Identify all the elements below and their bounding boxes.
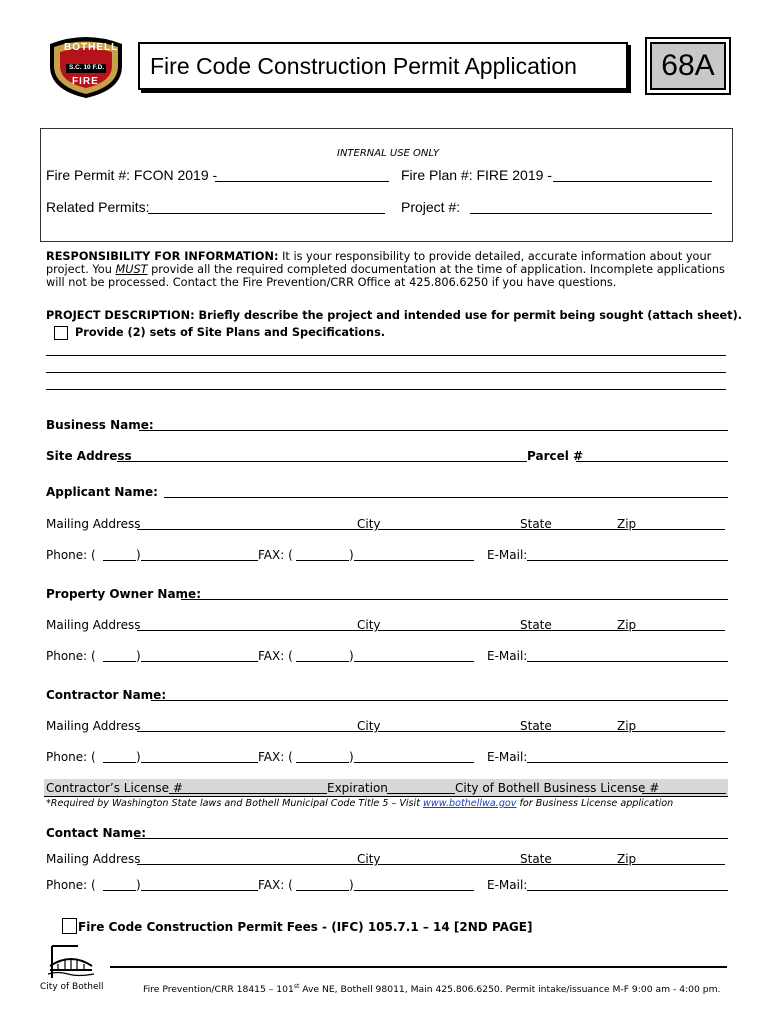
project-description-line-2[interactable] [46,372,726,373]
project-description-line-1[interactable] [46,355,726,356]
owner-state-label: State [520,618,552,632]
contact-name-field[interactable] [134,838,728,839]
internal-use-heading: INTERNAL USE ONLY [337,148,440,159]
fire-plan-label: Fire Plan #: FIRE 2019 - [401,167,552,183]
project-description-line-3[interactable] [46,389,726,390]
owner-state-field[interactable] [551,630,617,631]
owner-city-label: City [357,618,381,632]
applicant-mailing-label: Mailing Address [46,517,141,531]
owner-fax-close: ) [349,649,354,663]
contractor-city-field[interactable] [380,731,520,732]
applicant-name-label: Applicant Name: [46,485,158,499]
applicant-fax-area[interactable] [296,560,349,561]
applicant-phone-label: Phone: ( [46,548,96,562]
owner-fax-field[interactable] [354,661,474,662]
applicant-state-field[interactable] [551,529,617,530]
parcel-label: Parcel # [527,449,584,463]
fire-permit-field[interactable] [215,181,389,182]
contact-mailing-label: Mailing Address [46,852,141,866]
applicant-phone-field[interactable] [141,560,258,561]
internal-use-box [40,128,733,242]
contractor-email-field[interactable] [527,762,728,763]
business-name-field[interactable] [139,430,728,431]
applicant-mailing-field[interactable] [137,529,357,530]
fees-checkbox[interactable] [62,918,77,934]
contractor-fax-label: FAX: ( [258,750,293,764]
contact-name-label: Contact Name: [46,826,147,840]
bothell-website-link[interactable]: www.bothellwa.gov [423,798,517,809]
applicant-state-label: State [520,517,552,531]
owner-phone-label: Phone: ( [46,649,96,663]
applicant-fax-close: ) [349,548,354,562]
applicant-zip-label: Zip [617,517,637,531]
responsibility-label: RESPONSIBILITY FOR INFORMATION: [46,250,279,263]
business-name-label: Business Name: [46,418,154,432]
owner-mailing-field[interactable] [137,630,357,631]
contractor-mailing-field[interactable] [137,731,357,732]
site-plans-label: Provide (2) sets of Site Plans and Specifications. [75,326,386,339]
related-permits-label: Related Permits: [46,199,150,215]
applicant-fax-field[interactable] [354,560,474,561]
logo-text-mid: S.C. 10 F.D. [69,64,105,71]
contact-phone-field[interactable] [141,890,258,891]
contact-zip-label: Zip [617,852,637,866]
contact-phone-close: ) [136,878,141,892]
city-logo-text: City of Bothell [40,982,104,992]
parcel-field[interactable] [576,461,728,462]
contractor-zip-label: Zip [617,719,637,733]
applicant-city-field[interactable] [380,529,520,530]
bothell-fire-logo [44,36,128,100]
contractor-phone-area[interactable] [103,762,136,763]
contact-fax-area[interactable] [296,890,349,891]
contractor-phone-close: ) [136,750,141,764]
contractor-fax-area[interactable] [296,762,349,763]
footer-address: Fire Prevention/CRR 18415 – 101st Ave NE, Bothell 98011, Main 425.806.6250. Permit intake/issuance M-F 9:00 am - 4:00 pm. [143,983,721,996]
applicant-name-field[interactable] [164,497,728,498]
contact-phone-area[interactable] [103,890,136,891]
contractor-state-field[interactable] [551,731,617,732]
contact-fax-label: FAX: ( [258,878,293,892]
contact-fax-close: ) [349,878,354,892]
owner-phone-area[interactable] [103,661,136,662]
contact-email-label: E-Mail: [487,878,528,892]
fees-label: Fire Code Construction Permit Fees - (IFC) 105.7.1 – 14 [2ND PAGE] [78,920,533,934]
fire-plan-prefix: FIRE 2019 - [476,167,552,183]
contact-email-field[interactable] [527,890,728,891]
contractor-fax-close: ) [349,750,354,764]
contractors-license-field[interactable] [169,793,327,794]
expiration-label: Expiration [327,781,388,795]
responsibility-line-2: project. You MUST provide all the required completed documentation at the time of application. Incomplete applications [46,263,725,276]
contractor-mailing-label: Mailing Address [46,719,141,733]
owner-email-label: E-Mail: [487,649,528,663]
city-of-bothell-logo [38,944,104,994]
fire-permit-prefix: FCON 2019 - [133,167,218,183]
must-emphasis: MUST [115,263,148,276]
contractor-name-label: Contractor Name: [46,688,167,702]
expiration-field[interactable] [387,793,455,794]
fire-plan-field[interactable] [553,181,712,182]
applicant-email-label: E-Mail: [487,548,528,562]
contact-city-field[interactable] [380,864,520,865]
contact-fax-field[interactable] [354,890,474,891]
responsibility-line-1: RESPONSIBILITY FOR INFORMATION: It is your responsibility to provide detailed, accurate information about your [46,250,712,263]
applicant-email-field[interactable] [527,560,728,561]
fire-permit-label: Fire Permit #: FCON 2019 - [46,167,218,183]
contact-zip-field[interactable] [635,864,725,865]
contractor-city-label: City [357,719,381,733]
applicant-fax-label: FAX: ( [258,548,293,562]
project-description-label: PROJECT DESCRIPTION: Briefly describe the project and intended use for permit being sought (attach sheet). [46,309,743,322]
applicant-phone-area[interactable] [103,560,136,561]
property-owner-field[interactable] [181,599,728,600]
site-plans-checkbox[interactable] [54,326,68,340]
project-number-label: Project #: [401,199,461,215]
contractor-state-label: State [520,719,552,733]
owner-email-field[interactable] [527,661,728,662]
contractors-license-label: Contractor’s License # [46,781,183,795]
contact-city-label: City [357,852,381,866]
license-note: *Required by Washington State laws and Bothell Municipal Code Title 5 – Visit www.bothellwa.gov for Business License application [46,798,674,809]
owner-zip-field[interactable] [635,630,725,631]
form-code-badge: 68A [645,37,731,95]
contractor-phone-field[interactable] [141,762,258,763]
owner-phone-field[interactable] [141,661,258,662]
business-license-label: City of Bothell Business License # [455,781,660,795]
footer-address-sup: st [293,983,300,990]
project-number-field[interactable] [470,213,712,214]
owner-fax-area[interactable] [296,661,349,662]
owner-zip-label: Zip [617,618,637,632]
owner-fax-label: FAX: ( [258,649,293,663]
site-address-field[interactable] [117,461,527,462]
owner-phone-close: ) [136,649,141,663]
contact-state-field[interactable] [551,864,617,865]
logo-text-bottom: FIRE [72,76,99,87]
applicant-zip-field[interactable] [635,529,725,530]
contractor-zip-field[interactable] [635,731,725,732]
owner-city-field[interactable] [380,630,520,631]
business-license-field[interactable] [642,793,726,794]
related-permits-field[interactable] [148,213,385,214]
contractor-fax-field[interactable] [354,762,474,763]
page-title: Fire Code Construction Permit Application [138,42,628,90]
footer-divider [110,966,727,968]
site-address-label: Site Address [46,449,132,463]
applicant-city-label: City [357,517,381,531]
applicant-phone-close: ) [136,548,141,562]
contractor-phone-label: Phone: ( [46,750,96,764]
contact-state-label: State [520,852,552,866]
contact-mailing-field[interactable] [137,864,357,865]
property-owner-label: Property Owner Name: [46,587,201,601]
contractor-email-label: E-Mail: [487,750,528,764]
contractor-name-field[interactable] [151,700,728,701]
responsibility-line-3: will not be processed. Contact the Fire Prevention/CRR Office at 425.806.6250 if you have questions. [46,276,617,289]
owner-mailing-label: Mailing Address [46,618,141,632]
contact-phone-label: Phone: ( [46,878,96,892]
logo-text-top: BOTHELL [64,42,119,53]
